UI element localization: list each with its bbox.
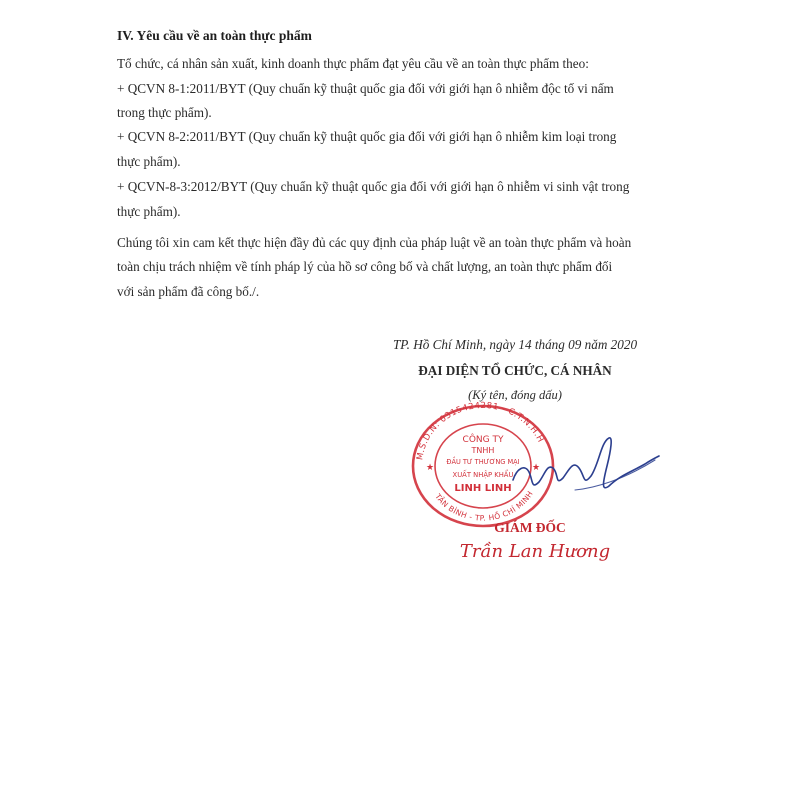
stamp-line: XUẤT NHẬP KHẨU xyxy=(452,471,514,479)
representative-title: ĐẠI DIỆN TỔ CHỨC, CÁ NHÂN xyxy=(418,363,612,378)
director-title: GIÁM ĐỐC xyxy=(494,520,566,535)
director-name: Trần Lan Hương xyxy=(459,541,611,562)
body-line: Tổ chức, cá nhân sản xuất, kinh doanh thực phẩm đạt yêu cầu về an toàn thực phẩm theo: xyxy=(117,56,589,71)
stamp-bottom-ring-text: TÂN BÌNH - TP. HỒ CHÍ MINH xyxy=(433,489,535,523)
body-line: + QCVN-8-3:2012/BYT (Quy chuẩn kỹ thuật quốc gia đối với giới hạn ô nhiễm vi sinh vật trong xyxy=(117,179,630,194)
body-line: Chúng tôi xin cam kết thực hiện đầy đủ các quy định của pháp luật về an toàn thực phẩm và hoàn xyxy=(117,235,632,250)
body-line: + QCVN 8-2:2011/BYT (Quy chuẩn kỹ thuật quốc gia đối với giới hạn ô nhiễm kim loại trong xyxy=(117,129,617,144)
body-line: thực phẩm). xyxy=(117,154,181,169)
body-line: trong thực phẩm). xyxy=(117,105,212,120)
body-line: với sản phẩm đã công bố./. xyxy=(117,284,260,299)
stamp-line: CÔNG TY xyxy=(462,435,504,445)
svg-text:★: ★ xyxy=(426,463,435,473)
body-line: thực phẩm). xyxy=(117,204,181,219)
section-heading: IV. Yêu cầu về an toàn thực phẩm xyxy=(117,28,312,43)
stamp-line: TNHH xyxy=(471,446,495,455)
sign-note: (Ký tên, đóng dấu) xyxy=(468,388,562,402)
svg-text:★: ★ xyxy=(532,463,541,473)
body-line: + QCVN 8-1:2011/BYT (Quy chuẩn kỹ thuật quốc gia đối với giới hạn ô nhiễm độc tố vi nấm xyxy=(117,81,614,96)
body-line: toàn chịu trách nhiệm về tính pháp lý của hồ sơ công bố và chất lượng, an toàn thực phẩm đối xyxy=(117,259,613,274)
date-line: TP. Hồ Chí Minh, ngày 14 tháng 09 năm 2020 xyxy=(392,337,638,352)
stamp-line: ĐẦU TƯ THƯƠNG MẠI xyxy=(446,458,520,466)
handwritten-signature xyxy=(505,420,665,510)
stamp-ring-text: M.S.D.N: 0315424281 - C.T.N.H.H xyxy=(415,400,546,461)
stamp-line: LINH LINH xyxy=(454,483,512,494)
